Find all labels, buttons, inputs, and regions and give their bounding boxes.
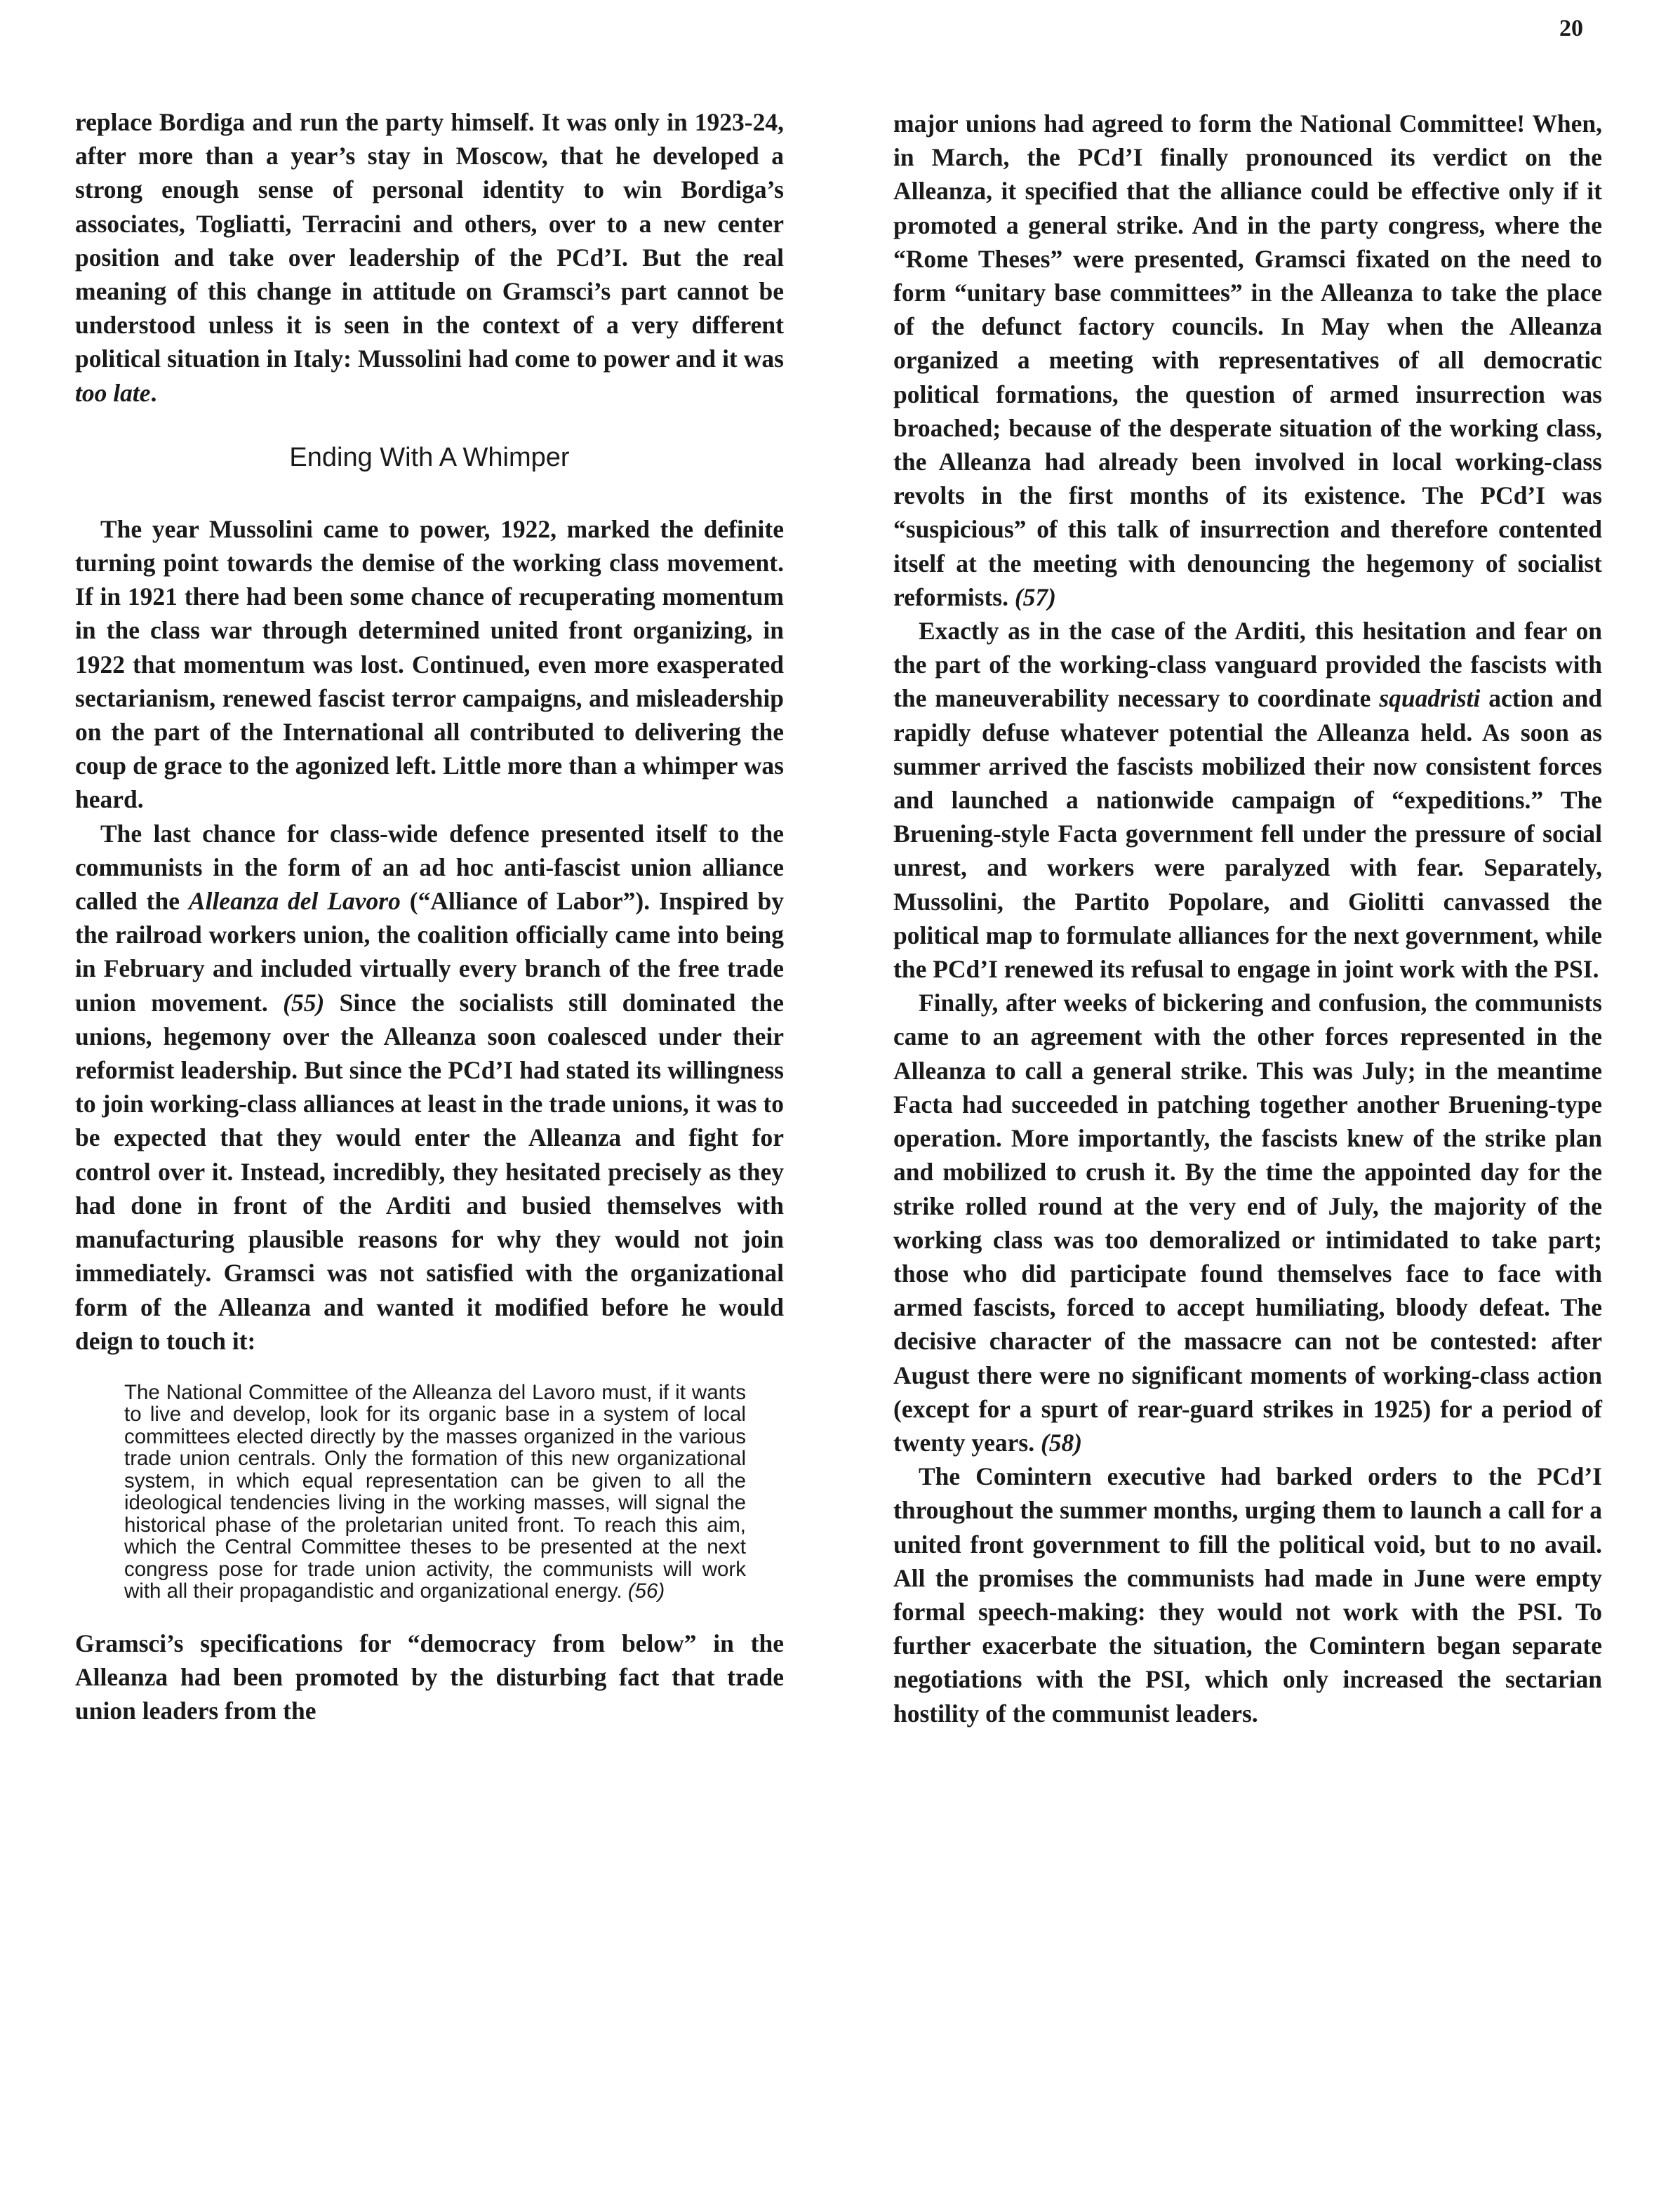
right-column <box>893 107 1602 1730</box>
paragraph: The last chance for class-wide defence presented itself to the communists in the form of an ad hoc anti-fascist union alliance called the Alleanza del Lavoro (“Alliance of Labor”). Inspired by the railroad workers union, the coalition officially came into being in February and included virtually every branch of the free trade union movement. (55) Since the socialists still dominated the unions, hegemony over the Alleanza soon coalesced under their reformist leadership. But since the PCd’I had stated its willingness to join working-class alliances at least in the trade unions, it was to be expected that they would enter the Alleanza and fight for control over it. Instead, incredibly, they hesitated precisely as they had done in front of the Arditi and busied themselves with manufacturing plausible reasons for why they would not join immediately. Gramsci was not satisfied with the organizational form of the Alleanza and wanted it modified before he would deign to touch it: <box>75 819 785 1355</box>
paragraph: The Comintern executive had barked orders to the PCd’I throughout the summer months, urging them to launch a call for a united front government to fill the political void, but to no avail. All the promises the communists had made in June were empty formal speech-making: they would not work with the PSI. To further exacerbate the situation, the Comintern began separate negotiations with the PSI, which only increased the sectarian hostility of the communist leaders. <box>893 1462 1602 1728</box>
footnote-ref: (55) <box>283 988 325 1017</box>
paragraph: Exactly as in the case of the Arditi, this hesitation and fear on the part of the working-class vanguard provided the fascists with the maneuverability necessary to coordinate squadristi action and rapidly defuse whatever potential the Alleanza held. As soon as summer arrived the fascists mobilized their now consistent forces and launched a nationwide campaign of “expeditions.” The Bruening-style Facta government fell under the pressure of social unrest, and workers were paralyzed with fear. Separately, Mussolini, the Partito Popolare, and Giolitti canvassed the political map to formulate alliances for the next government, while the PCd’I renewed its refusal to engage in joint work with the PSI. <box>893 617 1603 984</box>
paragraph: Finally, after weeks of bickering and confusion, the communists came to an agreement with the other forces represented in the Alleanza to call a general strike. This was July; in the meantime Facta had succeeded in patching together another Bruening-type operation. More importantly, the fascists knew of the strike plan and mobilized to crush it. By the time the appointed day for the strike rolled round at the very end of July, the majority of the working class was too demoralized or intimidated to take part; those who did participate found themselves face to face with armed fascists, forced to accept humiliating, bloody defeat. The decisive character of the massacre can not be contested: after August there were no significant moments of working-class action (except for a spurt of rear-guard strikes in 1925) for a period of twenty years. (58) <box>893 989 1602 1457</box>
paragraph: The year Mussolini came to power, 1922, marked the definite turning point towards the demise of the working class movement. If in 1921 there had been some chance of recuperating momentum in the class war through determined united front organizing, in 1922 that momentum was lost. Continued, even more exasperated sectarianism, renewed fascist terror campaigns, and misleadership on the part of the International all contributed to delivering the coup de grace to the agonized left. Little more than a whimper was heard. <box>75 514 784 814</box>
emphasis: too late <box>75 378 151 407</box>
left-column <box>75 105 784 1728</box>
footnote-ref: (57) <box>1014 582 1056 611</box>
page-number: 20 <box>1559 15 1583 41</box>
paragraph: Gramsci’s specifications for “democracy from below” in the Alleanza had been promoted by the disturbing fact that trade union leaders from the <box>75 1629 784 1725</box>
section-heading: Ending With A Whimper <box>289 442 570 472</box>
paragraph: replace Bordiga and run the party himself. It was only in 1923-24, after more than a year’s stay in Moscow, that he developed a strong enough sense of personal identity to win Bordiga’s associates, Togliatti, Terracini and others, over to a new center position and take over leadership of the PCd’I. But the real meaning of this change in attitude on Gramsci’s part cannot be understood unless it is seen in the context of a very different political situation in Italy: Mussolini had come to power and it was too late. <box>75 108 784 407</box>
block-quote: The National Committee of the Alleanza del Lavoro must, if it wants to live and develop, look for its organic base in a system of local committees elected directly by the masses organized in the various trade union centrals. Only the formation of this new organizational system, in which equal representation can be given to all the ideological tendencies living in the working masses, will signal the historical phase of the proletarian united front. To reach this aim, which the Central Committee theses to be presented at the next congress pose for trade union activity, the communists will work with all their propagandistic and organizational energy. (56) <box>124 1380 746 1603</box>
footnote-ref: (56) <box>627 1579 665 1603</box>
emphasis: squadristi <box>1379 684 1481 713</box>
paragraph: major unions had agreed to form the National Committee! When, in March, the PCd’I finally pronounced its verdict on the Alleanza, it specified that the alliance could be effective only if it promoted a general strike. And in the party congress, where the “Rome Theses” were presented, Gramsci fixated on the need to form “unitary base committees” in the Alleanza to take the place of the defunct factory councils. In May when the Alleanza organized a meeting with representatives of all democratic political formations, the question of armed insurrection was broached; because of the desperate situation of the working class, the Alleanza had already been involved in local working-class revolts in the first months of its existence. The PCd’I was “suspicious” of this talk of insurrection and therefore contented itself at the meeting with denouncing the hegemony of socialist reformists. (57) <box>893 109 1602 611</box>
footnote-ref: (58) <box>1040 1428 1083 1457</box>
emphasis: Alleanza del Lavoro <box>188 887 401 916</box>
